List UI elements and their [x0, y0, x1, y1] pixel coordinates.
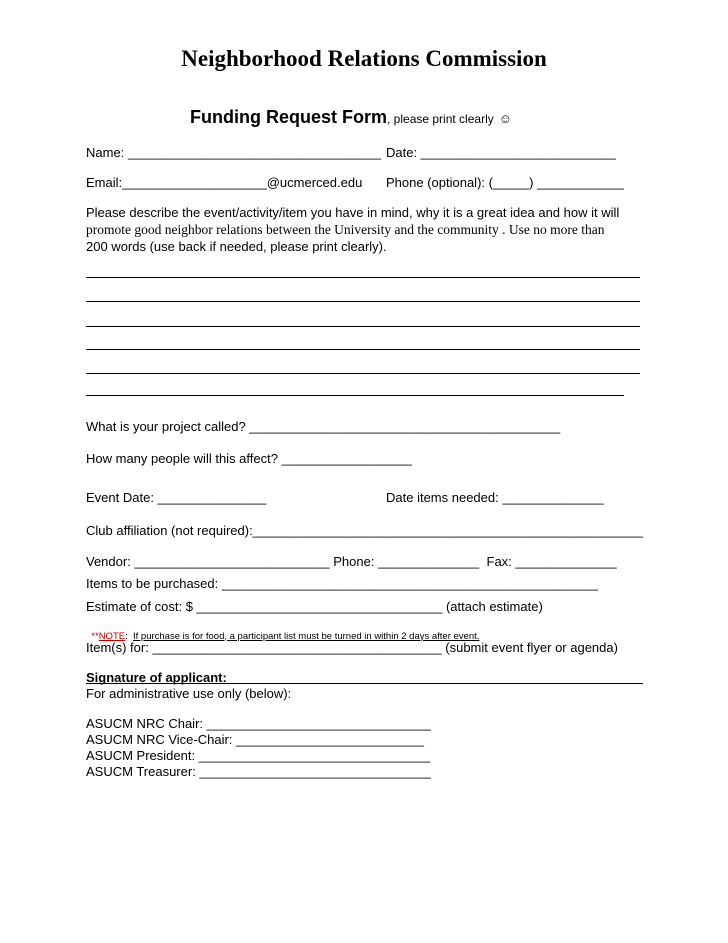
note-stars: ** [91, 630, 99, 642]
note-label: NOTE [98, 630, 126, 642]
treasurer-field[interactable]: ASUCM Treasurer: ________________________________ [86, 764, 431, 779]
project-name-field[interactable]: What is your project called? ___________________________________________ [86, 419, 561, 434]
answer-line[interactable] [86, 277, 640, 278]
president-field[interactable]: ASUCM President: ________________________________ [86, 748, 431, 763]
answer-line[interactable] [86, 301, 640, 302]
people-affected-field[interactable]: How many people will this affect? __________________ [86, 451, 412, 466]
form-title: Funding Request Form [190, 107, 388, 127]
signature-label: Signature of applicant: [86, 670, 227, 685]
note-colon: : [125, 630, 128, 642]
email-field[interactable]: Email:____________________@ucmerced.edu [86, 175, 363, 190]
admin-use-label: For administrative use only (below): [86, 686, 292, 701]
form-title-line [180, 90, 512, 126]
items-purchased-field[interactable]: Items to be purchased: ____________________________________________________ [86, 576, 598, 591]
date-field[interactable]: Date: ___________________________ [386, 145, 616, 160]
event-date-field[interactable]: Event Date: _______________ [86, 490, 266, 505]
items-for-field[interactable]: Item(s) for: ________________________________________ (submit event flyer or agenda) [86, 640, 618, 655]
name-field[interactable]: Name: ___________________________________ [86, 145, 381, 160]
phone-field[interactable]: Phone (optional): (_____) ____________ [386, 175, 624, 190]
date-items-needed-field[interactable]: Date items needed: ______________ [386, 490, 604, 505]
smiley-icon: ☺ [498, 111, 513, 126]
answer-line[interactable] [86, 395, 624, 396]
description-line-2: promote good neighbor relations between the University and the community . Use no more than [86, 222, 605, 237]
answer-line[interactable] [86, 326, 640, 327]
description-line-1: Please describe the event/activity/item you have in mind, why it is a great idea and how it will [86, 205, 620, 220]
page-title: Neighborhood Relations Commission [181, 46, 547, 71]
answer-line[interactable] [86, 373, 640, 374]
estimate-cost-field[interactable]: Estimate of cost: $ __________________________________ (attach estimate) [86, 599, 543, 614]
signature-line[interactable] [86, 683, 643, 684]
nrc-vice-chair-field[interactable]: ASUCM NRC Vice-Chair: __________________________ [86, 732, 424, 747]
answer-line[interactable] [86, 349, 640, 350]
vendor-field[interactable]: Vendor: ___________________________ Phone: ______________ Fax: ______________ [86, 554, 617, 569]
food-note [86, 622, 479, 641]
note-text: If purchase is for food, a participant list must be turned in within 2 days after event. [133, 630, 480, 642]
club-affiliation-field[interactable]: Club affiliation (not required):______________________________________________________ [86, 523, 644, 538]
description-line-3: 200 words (use back if needed, please print clearly). [86, 239, 387, 254]
nrc-chair-field[interactable]: ASUCM NRC Chair: _______________________________ [86, 716, 431, 731]
form-subnote: , please print clearly [387, 112, 494, 126]
